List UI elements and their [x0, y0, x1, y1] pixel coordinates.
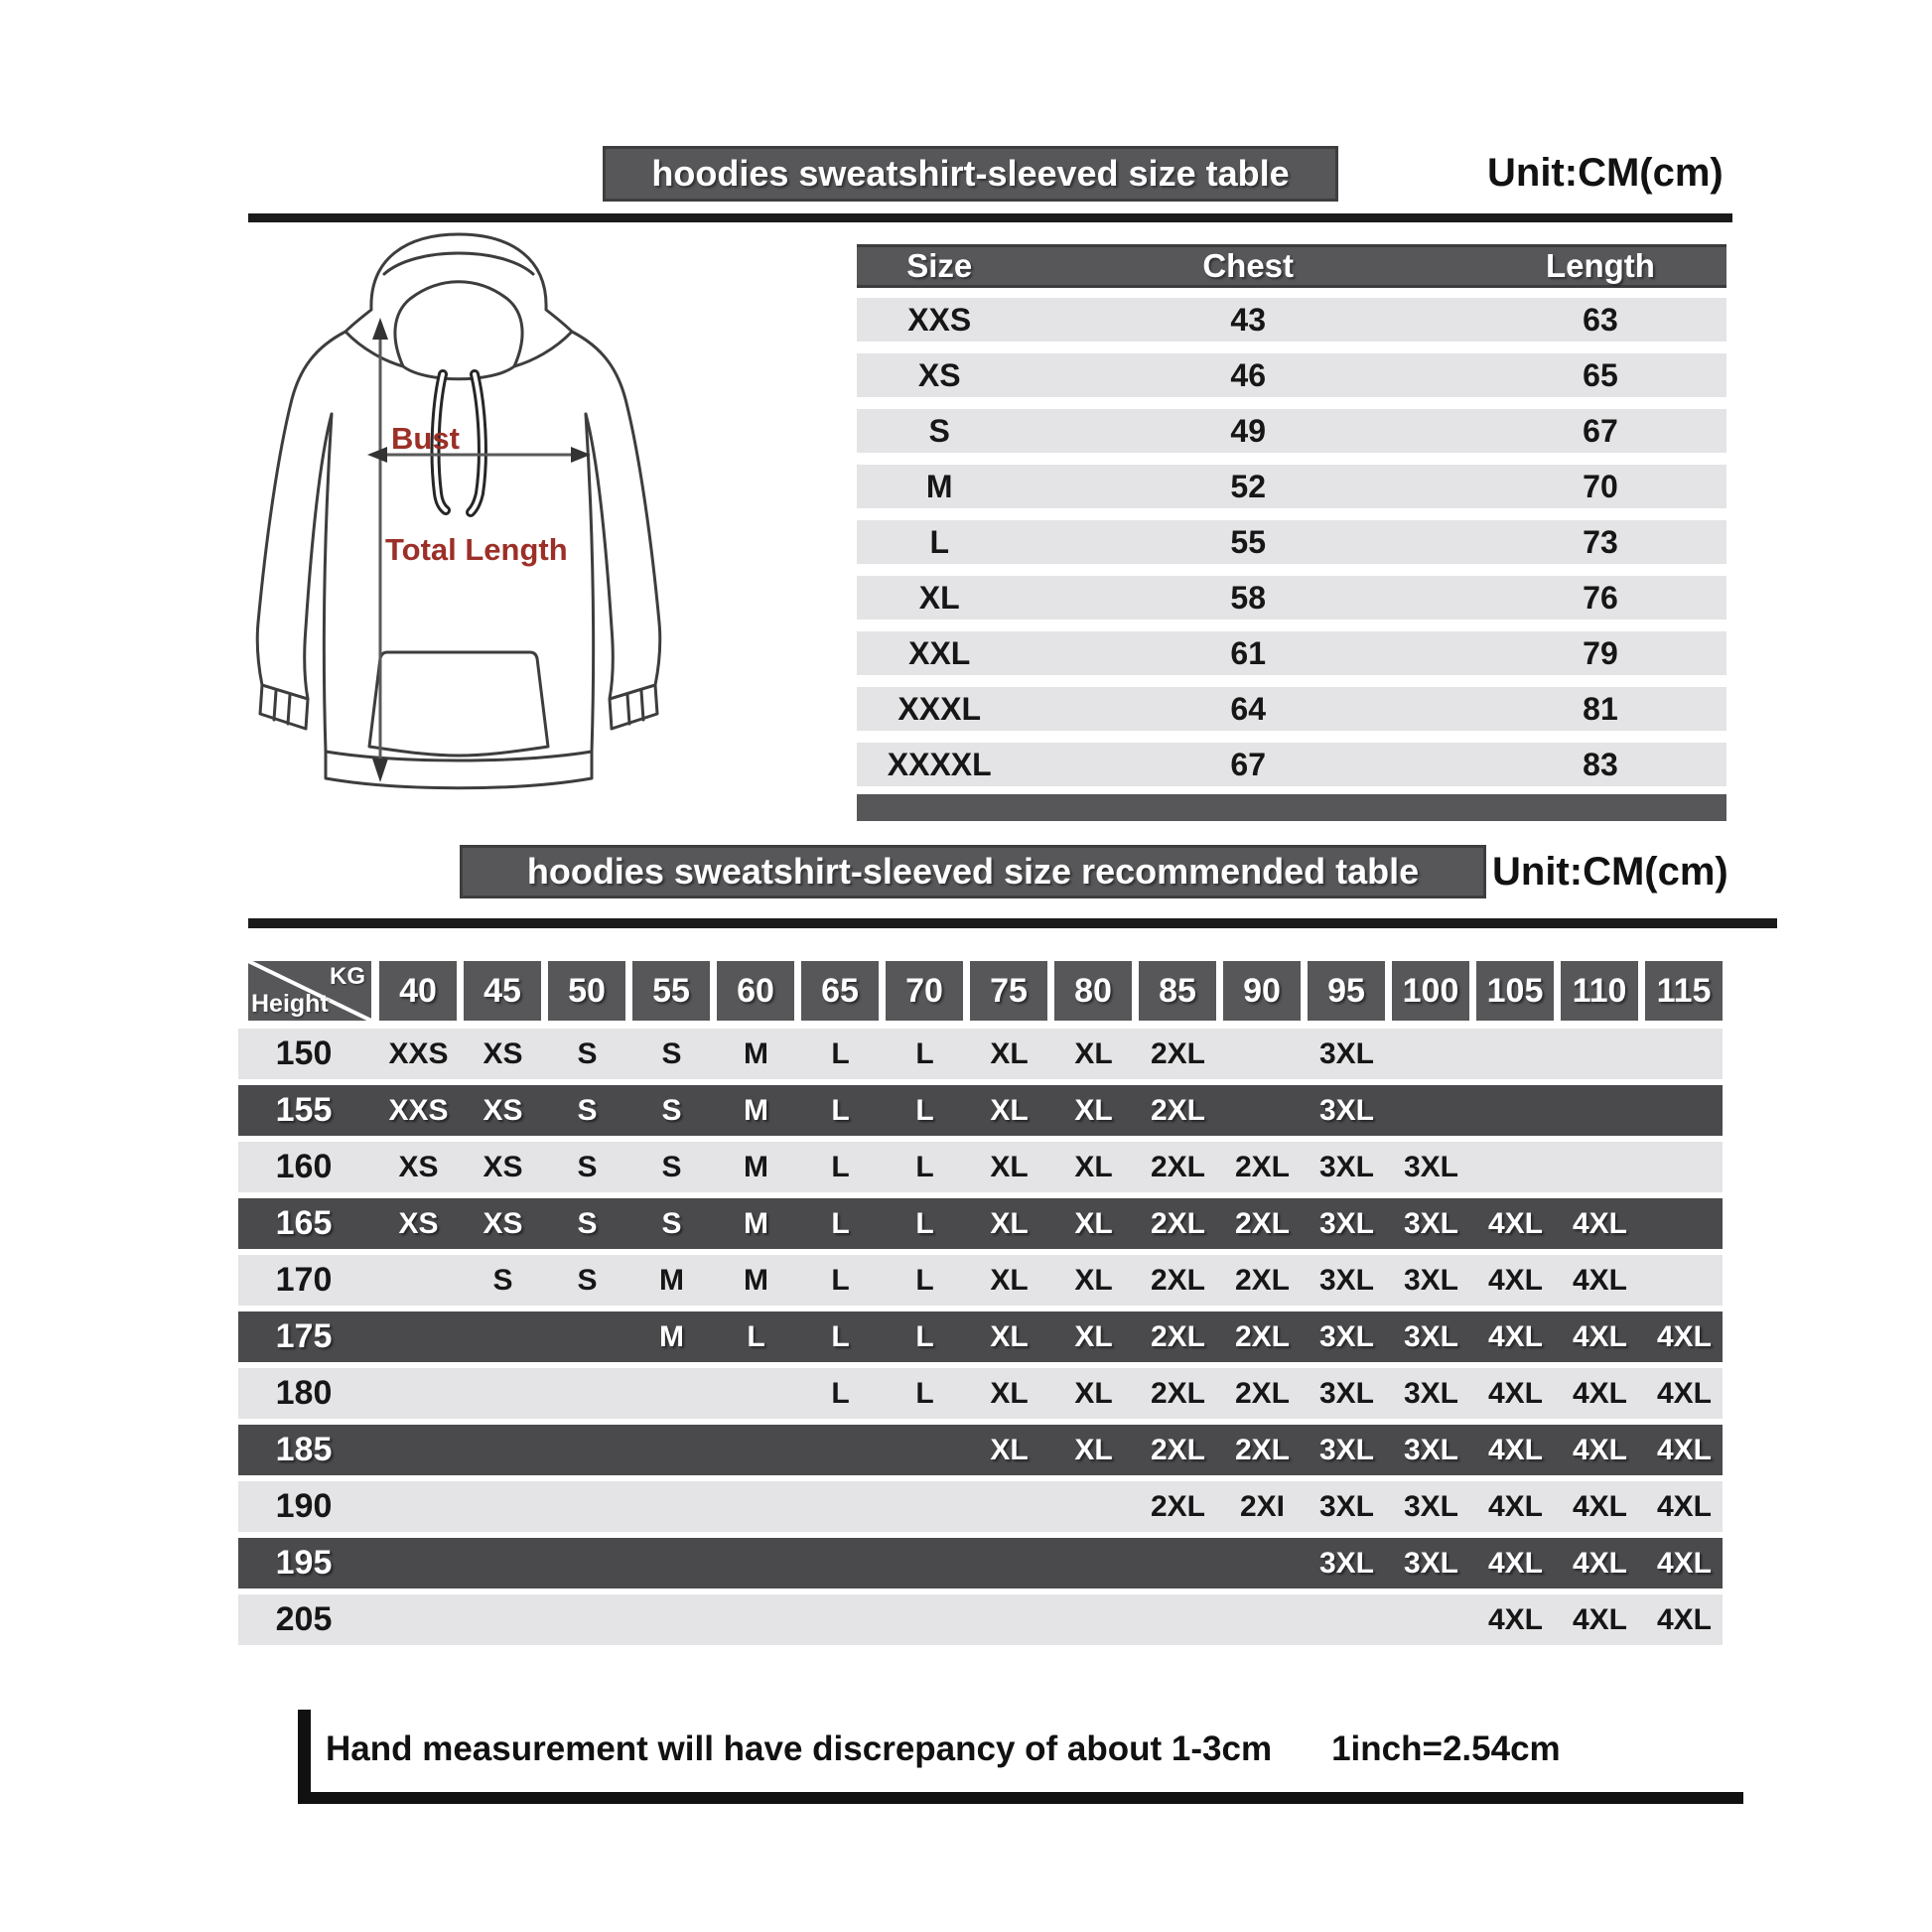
chest-cell: 52 [1230, 468, 1266, 504]
size-recommend-cell: 3XL [1403, 1319, 1459, 1353]
size-recommend-cell: L [915, 1206, 934, 1240]
size-recommend-cell: 2XI [1239, 1489, 1286, 1523]
length-cell: 65 [1583, 356, 1618, 393]
bust-label: Bust [391, 421, 460, 456]
size-recommend-cell: XXS [388, 1093, 449, 1127]
size-recommend-cell: 4XL [1487, 1546, 1544, 1580]
size-table-header-row [857, 244, 1726, 288]
kg-height-corner-cell [248, 961, 371, 1021]
size-recommend-cell: 2XL [1150, 1150, 1206, 1183]
size-recommend-cell: 4XL [1572, 1263, 1628, 1297]
size-cell: XXXXL [887, 746, 992, 782]
recommend-table-row [238, 1311, 1723, 1362]
kg-header-cell: 105 [1476, 961, 1554, 1021]
size-recommend-cell: 4XL [1487, 1319, 1544, 1353]
size-recommend-cell: 4XL [1572, 1602, 1628, 1636]
size-recommend-cell: XL [1074, 1206, 1113, 1240]
size-recommend-cell: 4XL [1572, 1319, 1628, 1353]
size-recommend-cell: L [915, 1319, 934, 1353]
size-recommend-cell: 2XL [1150, 1376, 1206, 1410]
size-recommend-cell: 3XL [1318, 1150, 1375, 1183]
height-label: 150 [275, 1035, 333, 1072]
size-recommend-cell: L [915, 1150, 934, 1183]
size-recommend-cell: XL [1074, 1319, 1113, 1353]
size-cell: XXS [907, 301, 972, 338]
size-recommend-cell: S [577, 1150, 598, 1183]
kg-header-cell: 110 [1561, 961, 1638, 1021]
total-length-label: Total Length [385, 532, 568, 567]
size-recommend-cell: 4XL [1487, 1433, 1544, 1466]
size-recommend-cell: XS [483, 1206, 523, 1240]
size-recommend-cell: S [577, 1093, 598, 1127]
size-recommend-cell: L [831, 1319, 850, 1353]
size-table-title-bar [603, 146, 1338, 202]
size-recommend-cell: 2XL [1150, 1433, 1206, 1466]
length-cell: 73 [1583, 523, 1618, 560]
size-table-row [857, 298, 1726, 342]
size-recommend-cell: L [831, 1263, 850, 1297]
hood-inner-seam [384, 253, 533, 274]
length-cell: 79 [1583, 634, 1618, 671]
chest-cell: 64 [1230, 690, 1266, 727]
size-recommend-cell: XL [1074, 1036, 1113, 1070]
kg-header-cell: 45 [464, 961, 541, 1021]
recommend-table [238, 961, 1723, 1656]
size-recommend-cell: 3XL [1403, 1206, 1459, 1240]
size-recommend-cell: S [661, 1036, 682, 1070]
size-recommend-cell: 2XL [1150, 1093, 1206, 1127]
kg-header-cell: 40 [379, 961, 457, 1021]
recommend-table-row [238, 1198, 1723, 1249]
column-header-length: Length [1545, 247, 1655, 284]
bust-arrow-left-icon [367, 447, 387, 463]
size-recommend-cell: XL [990, 1433, 1029, 1466]
recommend-table-row [238, 1255, 1723, 1306]
chest-cell: 67 [1230, 746, 1266, 782]
collar-curve [403, 366, 514, 379]
middle-divider-line [248, 918, 1777, 928]
size-cell: L [929, 523, 949, 560]
size-recommend-cell: 3XL [1318, 1319, 1375, 1353]
size-recommend-cell: 4XL [1656, 1433, 1713, 1466]
recommend-table-title: hoodies sweatshirt-sleeved size recommended table [526, 851, 1420, 892]
size-recommend-cell: 4XL [1656, 1376, 1713, 1410]
size-table-bottom-bar [857, 794, 1726, 821]
size-recommend-cell: XL [1074, 1376, 1113, 1410]
size-recommend-cell: S [577, 1263, 598, 1297]
height-label: 160 [275, 1148, 333, 1185]
size-recommend-cell: L [915, 1093, 934, 1127]
size-recommend-cell: XL [990, 1319, 1029, 1353]
kg-header-cell: 80 [1054, 961, 1132, 1021]
size-cell: S [928, 412, 950, 449]
size-recommend-cell: 3XL [1403, 1546, 1459, 1580]
size-cell: XL [918, 579, 960, 616]
right-sleeve [572, 332, 660, 699]
size-recommend-cell: 3XL [1318, 1036, 1375, 1070]
kg-header-cell: 100 [1392, 961, 1469, 1021]
size-recommend-cell: S [577, 1036, 598, 1070]
height-label: 195 [275, 1544, 333, 1582]
size-recommend-cell: L [831, 1036, 850, 1070]
size-table-unit-label: Unit:CM(cm) [1487, 151, 1724, 195]
size-recommend-cell: M [744, 1150, 768, 1183]
size-recommend-cell: XL [1074, 1093, 1113, 1127]
size-recommend-cell: XS [398, 1150, 439, 1183]
size-recommend-cell: 3XL [1318, 1263, 1375, 1297]
size-recommend-cell: 3XL [1318, 1206, 1375, 1240]
size-recommend-cell: XS [483, 1150, 523, 1183]
size-recommend-cell: 4XL [1572, 1546, 1628, 1580]
size-recommend-cell: S [661, 1206, 682, 1240]
left-cuff [260, 685, 308, 729]
size-recommend-cell: XL [990, 1206, 1029, 1240]
height-label: 155 [275, 1091, 333, 1129]
column-header-size: Size [906, 247, 973, 284]
size-recommend-cell: 4XL [1656, 1319, 1713, 1353]
size-recommend-cell: 3XL [1318, 1376, 1375, 1410]
size-recommend-cell: M [659, 1263, 684, 1297]
size-recommend-cell: XL [1074, 1433, 1113, 1466]
size-cell: XS [917, 356, 961, 393]
size-recommend-cell: 2XL [1234, 1433, 1291, 1466]
height-label: 185 [275, 1431, 333, 1468]
size-recommend-cell: 4XL [1656, 1602, 1713, 1636]
size-recommend-cell: M [744, 1036, 768, 1070]
size-table-row [857, 520, 1726, 564]
kg-header-cell: 85 [1139, 961, 1216, 1021]
size-recommend-cell: 2XL [1234, 1206, 1291, 1240]
size-recommend-cell: L [915, 1376, 934, 1410]
kg-header-cell: 75 [970, 961, 1047, 1021]
size-recommend-cell: XL [1074, 1150, 1113, 1183]
size-recommend-cell: 4XL [1656, 1489, 1713, 1523]
size-recommend-cell: M [744, 1263, 768, 1297]
recommend-table-row [238, 1425, 1723, 1475]
size-recommend-cell: XXS [388, 1036, 449, 1070]
chest-cell: 43 [1230, 301, 1266, 338]
chest-cell: 49 [1230, 412, 1266, 449]
size-recommend-cell: 4XL [1487, 1263, 1544, 1297]
size-recommend-cell: XL [1074, 1263, 1113, 1297]
recommend-table-title-bar [460, 845, 1486, 898]
size-recommend-cell: L [831, 1206, 850, 1240]
size-recommend-cell: L [915, 1036, 934, 1070]
size-cell: XXL [908, 634, 971, 671]
size-recommend-cell: XL [990, 1150, 1029, 1183]
size-recommend-cell: 2XL [1234, 1376, 1291, 1410]
kg-header-cell: 90 [1223, 961, 1301, 1021]
length-cell: 70 [1583, 468, 1618, 504]
size-recommend-cell: L [915, 1263, 934, 1297]
size-table-row [857, 465, 1726, 508]
size-recommend-cell: 3XL [1403, 1433, 1459, 1466]
length-cell: 83 [1583, 746, 1618, 782]
recommend-table-row [238, 1368, 1723, 1419]
height-label: 180 [275, 1374, 333, 1412]
hoodie-measurement-diagram [220, 210, 697, 806]
size-recommend-cell: XS [398, 1206, 439, 1240]
size-recommend-cell: S [661, 1150, 682, 1183]
chest-cell: 58 [1230, 579, 1266, 616]
kg-header-cell: 60 [717, 961, 794, 1021]
footnote-conversion: 1inch=2.54cm [1331, 1729, 1561, 1768]
size-table-row [857, 409, 1726, 453]
total-length-arrow-up-icon [372, 318, 388, 340]
height-label: 190 [275, 1487, 333, 1525]
size-recommend-cell: 2XL [1150, 1489, 1206, 1523]
size-recommend-cell: L [831, 1150, 850, 1183]
size-table-row [857, 743, 1726, 786]
size-recommend-cell: 2XL [1150, 1036, 1206, 1070]
size-recommend-cell: 4XL [1487, 1376, 1544, 1410]
size-recommend-cell: 3XL [1403, 1263, 1459, 1297]
size-recommend-cell: 4XL [1572, 1489, 1628, 1523]
size-recommend-cell: XL [990, 1093, 1029, 1127]
height-label: 165 [275, 1204, 333, 1242]
length-cell: 63 [1583, 301, 1618, 338]
kg-header-cell: 115 [1645, 961, 1723, 1021]
length-cell: 67 [1583, 412, 1618, 449]
height-label: 205 [275, 1600, 333, 1638]
height-label: 170 [275, 1261, 333, 1299]
kg-header-cell: 50 [548, 961, 625, 1021]
kg-header-cell: 95 [1308, 961, 1385, 1021]
size-recommend-cell: M [744, 1206, 768, 1240]
column-header-chest: Chest [1202, 247, 1295, 284]
size-recommend-cell: 3XL [1318, 1433, 1375, 1466]
size-recommend-cell: 4XL [1487, 1489, 1544, 1523]
size-recommend-cell: XL [990, 1036, 1029, 1070]
size-recommend-cell: XS [483, 1036, 523, 1070]
size-recommend-cell: 2XL [1150, 1263, 1206, 1297]
left-sleeve [257, 332, 345, 699]
size-recommend-cell: 2XL [1150, 1319, 1206, 1353]
size-cell: XXXL [897, 690, 981, 727]
chest-cell: 46 [1230, 356, 1266, 393]
size-recommend-cell: S [577, 1206, 598, 1240]
size-table-row [857, 576, 1726, 620]
height-label: 175 [275, 1317, 333, 1355]
length-cell: 76 [1583, 579, 1618, 616]
size-recommend-cell: 4XL [1572, 1376, 1628, 1410]
recommend-table-row [238, 1594, 1723, 1645]
kg-header-cell: 65 [801, 961, 879, 1021]
size-recommend-cell: 4XL [1572, 1206, 1628, 1240]
size-table-row [857, 687, 1726, 731]
size-table-title: hoodies sweatshirt-sleeved size table [651, 153, 1290, 194]
size-recommend-cell: 4XL [1572, 1433, 1628, 1466]
size-recommend-cell: S [661, 1093, 682, 1127]
recommend-table-row [238, 1538, 1723, 1588]
size-recommend-cell: 2XL [1150, 1206, 1206, 1240]
size-recommend-cell: 2XL [1234, 1319, 1291, 1353]
kg-header-cell: 55 [632, 961, 710, 1021]
size-recommend-cell: 3XL [1403, 1376, 1459, 1410]
size-recommend-cell: 2XL [1234, 1263, 1291, 1297]
recommend-table-row [238, 1029, 1723, 1079]
size-recommend-cell: 4XL [1656, 1546, 1713, 1580]
torso-outline [324, 414, 593, 788]
size-recommend-cell: 3XL [1318, 1093, 1375, 1127]
size-recommend-cell: S [492, 1263, 513, 1297]
size-recommend-cell: 3XL [1403, 1489, 1459, 1523]
size-recommend-cell: M [659, 1319, 684, 1353]
size-recommend-cell: 3XL [1403, 1150, 1459, 1183]
size-recommend-cell: 4XL [1487, 1206, 1544, 1240]
recommend-table-row [238, 1085, 1723, 1136]
right-cuff [610, 685, 657, 729]
length-cell: 81 [1583, 690, 1618, 727]
size-recommend-cell: L [831, 1376, 850, 1410]
size-recommend-cell: L [831, 1093, 850, 1127]
footnote [326, 1729, 1561, 1769]
recommend-table-unit-label: Unit:CM(cm) [1492, 850, 1728, 894]
size-cell: M [925, 468, 953, 504]
kg-header-cell: 70 [886, 961, 963, 1021]
size-recommend-cell: 3XL [1318, 1489, 1375, 1523]
size-recommend-cell: XL [990, 1376, 1029, 1410]
recommend-table-row [238, 1142, 1723, 1192]
corner-kg-label: KG [330, 963, 365, 990]
total-length-arrow-down-icon [372, 759, 388, 782]
footnote-note: Hand measurement will have discrepancy of about 1-3cm [326, 1729, 1273, 1768]
size-recommend-cell: L [747, 1319, 765, 1353]
size-recommend-cell: 4XL [1487, 1602, 1544, 1636]
size-table-row [857, 353, 1726, 397]
size-recommend-cell: 2XL [1234, 1150, 1291, 1183]
size-recommend-cell: XL [990, 1263, 1029, 1297]
size-table [857, 244, 1726, 824]
corner-height-label: Height [251, 990, 329, 1018]
kangaroo-pocket [369, 652, 548, 756]
footnote-underline [298, 1792, 1743, 1804]
size-table-row [857, 631, 1726, 675]
chest-cell: 61 [1230, 634, 1266, 671]
recommend-table-row [238, 1481, 1723, 1532]
size-recommend-cell: XS [483, 1093, 523, 1127]
chest-cell: 55 [1230, 523, 1266, 560]
footnote-left-bar [298, 1710, 311, 1803]
size-recommend-cell: 3XL [1318, 1546, 1375, 1580]
size-recommend-cell: M [744, 1093, 768, 1127]
